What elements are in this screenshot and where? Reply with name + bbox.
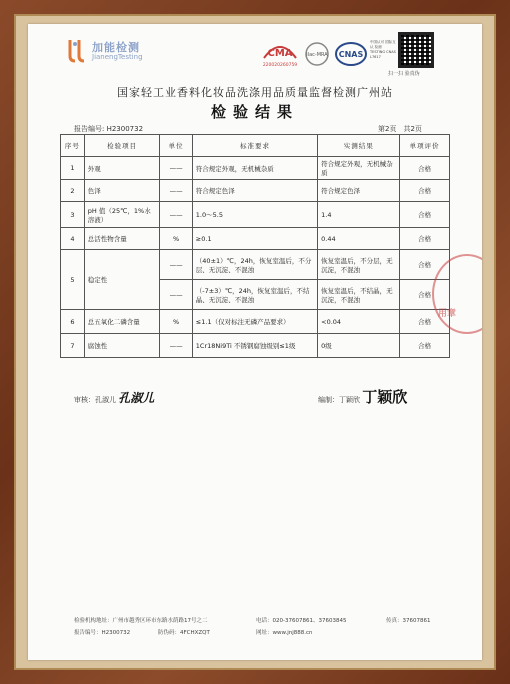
cell-unit: —— xyxy=(160,250,192,280)
logo-text-en: JianengTesting xyxy=(92,53,143,61)
table-row xyxy=(61,202,450,228)
reviewer-label: 审核：孔淑儿 xyxy=(74,396,116,404)
cell-no: 6 xyxy=(61,310,85,334)
cell-no: 7 xyxy=(61,334,85,358)
cell-item: 外观 xyxy=(84,157,160,180)
cell-requirement: ≤1.1（仅对标注无磷产品要求） xyxy=(192,310,317,334)
footer-report-no: 报告编号：H2300732 xyxy=(74,630,131,636)
cell-item: 稳定性 xyxy=(84,250,160,310)
cell-item: 总五氧化二磷含量 xyxy=(84,310,160,334)
cell-item: 色泽 xyxy=(84,180,160,202)
report-number-label: 报告编号: xyxy=(74,125,105,133)
ilac-icon xyxy=(304,38,330,70)
qr-caption: 扫一扫 验真伪 xyxy=(388,71,420,77)
header-result: 实测结果 xyxy=(318,135,400,157)
cell-result: 0.44 xyxy=(318,228,400,250)
table-row xyxy=(61,157,450,180)
editor-label: 编制：丁颖欣 xyxy=(318,396,360,404)
editor-signature: 丁颖欣 xyxy=(362,388,408,406)
report-number xyxy=(74,124,143,134)
cell-no: 3 xyxy=(61,202,85,228)
header-unit: 单位 xyxy=(160,135,192,157)
cell-result: 恢复室温后，不分层，无沉淀，不混浊 xyxy=(318,250,400,280)
cell-item: 总活性物含量 xyxy=(84,228,160,250)
cell-item: pH 值（25℃，1%水溶液） xyxy=(84,202,160,228)
cell-requirement: 符合规定色泽 xyxy=(192,180,317,202)
header-evaluation: 单项评价 xyxy=(400,135,450,157)
stamp-text: 用章 xyxy=(438,309,457,319)
report-number-value: H2300732 xyxy=(106,125,144,133)
ilac-label: ilac-MRA xyxy=(306,52,328,58)
cma-icon xyxy=(260,38,300,70)
cell-unit: —— xyxy=(160,157,192,180)
cell-no: 5 xyxy=(61,250,85,310)
reviewer-signature: 孔淑儿 xyxy=(118,391,155,405)
header-item: 检验项目 xyxy=(84,135,160,157)
page-info: 第2页 共2页 xyxy=(378,125,422,133)
table-row xyxy=(61,180,450,202)
footer-fax: 传真：37607861 xyxy=(386,618,431,624)
cma-label: CMA xyxy=(267,48,293,59)
cell-requirement: 1Cr18Ni9Ti 不锈钢腐蚀级别≤1级 xyxy=(192,334,317,358)
cell-requirement: （-7±3）℃，24h，恢复室温后，不结晶、无沉淀、不混浊 xyxy=(192,280,317,310)
logo-text-cn: 加能检测 xyxy=(92,41,140,54)
cell-requirement: ≥0.1 xyxy=(192,228,317,250)
cell-unit: % xyxy=(160,310,192,334)
report-page xyxy=(28,24,482,660)
cell-result: 1.4 xyxy=(318,202,400,228)
cnas-label: CNAS xyxy=(338,50,364,59)
cell-requirement: （40±1）℃，24h，恢复室温后，不分层、无沉淀、不混浊 xyxy=(192,250,317,280)
cell-unit: —— xyxy=(160,202,192,228)
cma-number: 220020260759 xyxy=(262,63,298,68)
cell-evaluation: 合格 xyxy=(400,202,450,228)
cell-evaluation: 合格 xyxy=(400,250,450,280)
table-row xyxy=(61,310,450,334)
footer-phone: 电话：020-37607861、37603845 xyxy=(256,618,347,624)
cnas-text: 中国认可 国际互认 检测 TESTING CNAS L7617 xyxy=(370,40,396,59)
cell-requirement: 1.0～5.5 xyxy=(192,202,317,228)
table-row xyxy=(61,250,450,280)
cell-requirement: 符合规定外观，无机械杂质 xyxy=(192,157,317,180)
cell-unit: —— xyxy=(160,280,192,310)
cell-no: 4 xyxy=(61,228,85,250)
cell-unit: —— xyxy=(160,334,192,358)
institution-name: 国家轻工业香料化妆品洗涤用品质量监督检测广州站 xyxy=(117,86,393,99)
footer-website[interactable]: 网址：www.jnj888.cn xyxy=(256,630,313,636)
qr-code[interactable] xyxy=(398,32,434,68)
table-header-row xyxy=(61,135,450,157)
header-requirement: 标准要求 xyxy=(192,135,317,157)
reviewer-block xyxy=(74,389,154,406)
cnas-icon xyxy=(334,38,368,70)
page-title: 检验结果 xyxy=(210,103,299,121)
cell-no: 1 xyxy=(61,157,85,180)
cell-result: 符合规定色泽 xyxy=(318,180,400,202)
cell-evaluation: 合格 xyxy=(400,180,450,202)
results-table xyxy=(60,134,450,358)
cell-unit: % xyxy=(160,228,192,250)
jianeng-logo-icon xyxy=(66,38,90,64)
cell-result: 恢复室温后，不结晶，无沉淀，不混浊 xyxy=(318,280,400,310)
cell-result: <0.04 xyxy=(318,310,400,334)
cell-evaluation: 合格 xyxy=(400,310,450,334)
cell-result: 0级 xyxy=(318,334,400,358)
cell-evaluation: 合格 xyxy=(400,157,450,180)
cell-unit: —— xyxy=(160,180,192,202)
cell-no: 2 xyxy=(61,180,85,202)
footer-address: 检验机构地址：广州市越秀区环市东路水荫路17号之二 xyxy=(74,618,208,624)
table-row xyxy=(61,228,450,250)
footer-anti-fake: 防伪码：4FCHXZQT xyxy=(158,630,210,636)
header-no: 序号 xyxy=(61,135,85,157)
cell-evaluation: 合格 xyxy=(400,334,450,358)
cell-evaluation: 合格 xyxy=(400,228,450,250)
cell-item: 腐蚀性 xyxy=(84,334,160,358)
cell-evaluation: 合格 xyxy=(400,280,450,310)
cell-result: 符合规定外观，无机械杂质 xyxy=(318,157,400,180)
table-row xyxy=(61,334,450,358)
editor-block xyxy=(318,386,407,407)
